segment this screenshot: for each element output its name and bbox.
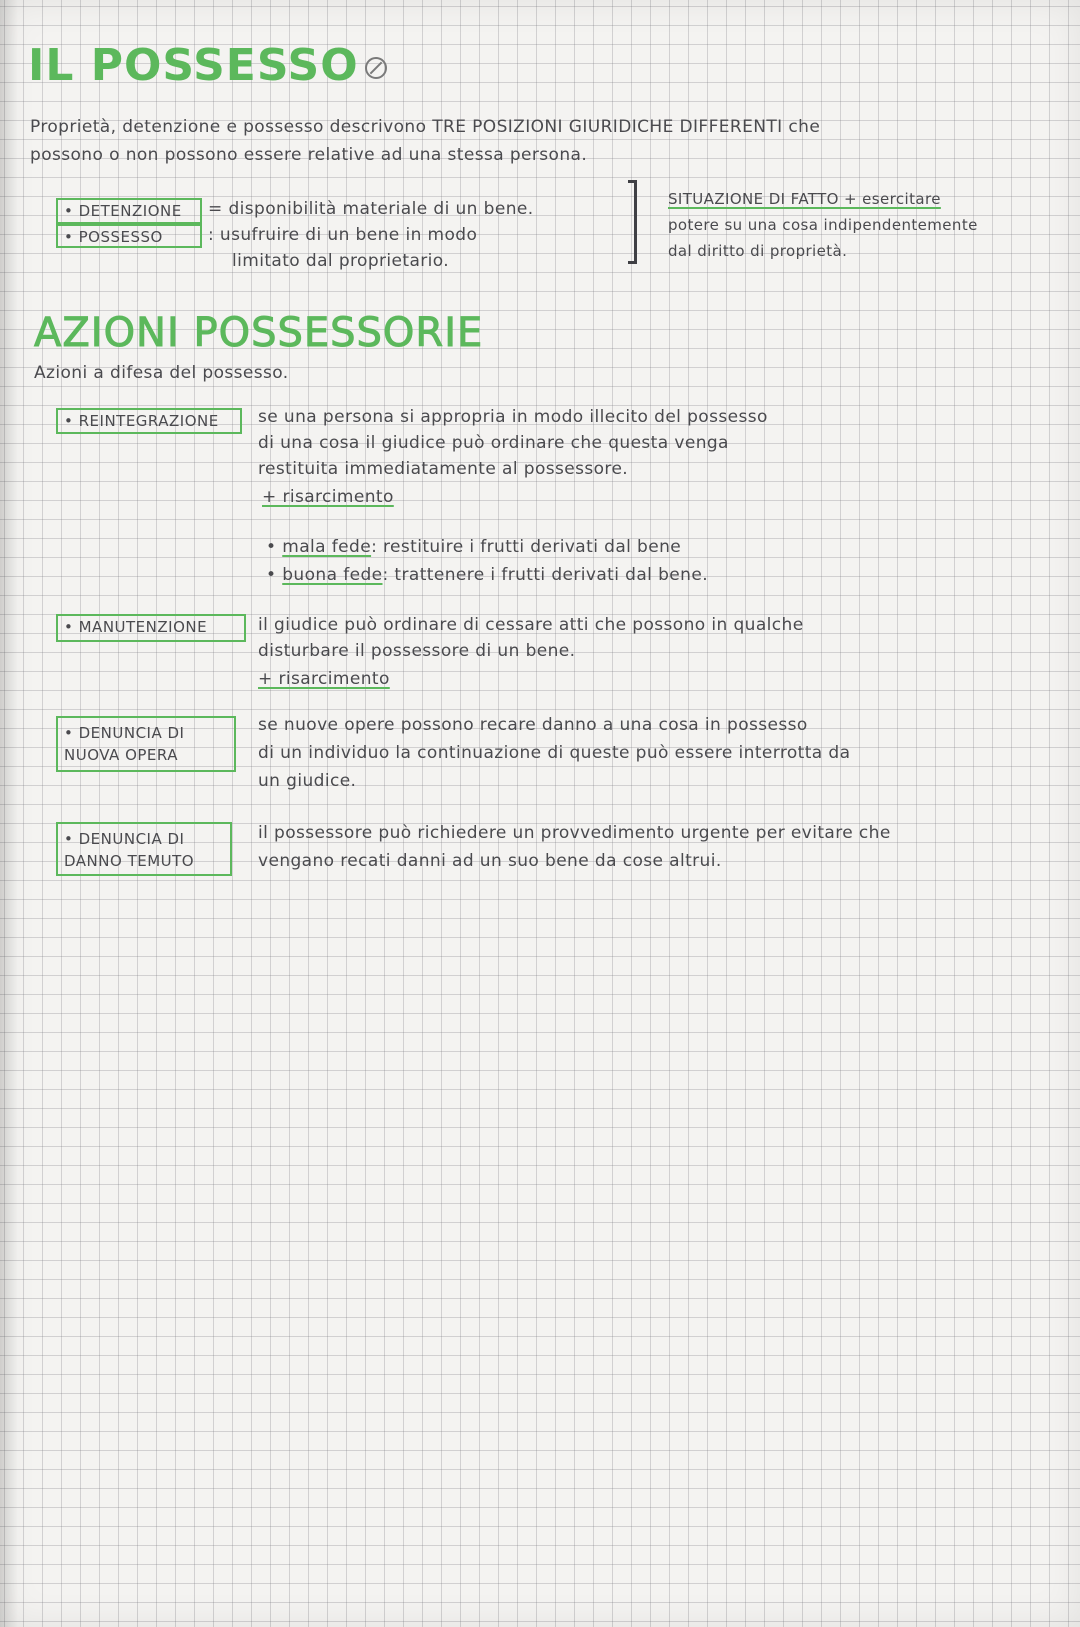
detenzione-box: • DETENZIONE <box>56 198 202 224</box>
reintegrazione-box: • REINTEGRAZIONE <box>56 408 242 434</box>
right-bracket <box>628 180 637 264</box>
possesso-definition-2: limitato dal proprietario. <box>232 251 450 271</box>
reintegrazione-line-3: restituita immediatamente al possessore. <box>258 459 629 479</box>
possesso-definition-1: : usufruire di un bene in modo <box>208 225 478 245</box>
denuncia-nuova-opera-box: • DENUNCIA DI NUOVA OPERA <box>56 716 236 772</box>
intro-line-1: Proprietà, detenzione e possesso descrivono TRE POSIZIONI GIURIDICHE DIFFERENTI che <box>30 117 821 137</box>
risarcimento-text-1: + risarcimento <box>262 487 394 507</box>
mala-fede-term: mala fede <box>282 537 372 557</box>
possesso-box: • POSSESSO <box>56 224 202 248</box>
bullet-dot: • <box>266 565 283 585</box>
page-edge-shadow <box>0 0 18 1627</box>
manutenzione-line-2: disturbare il possessore di un bene. <box>258 641 576 661</box>
bullet-buona-fede <box>266 562 708 589</box>
nuova-opera-line-1: se nuove opere possono recare danno a una cosa in possesso <box>258 715 808 735</box>
mala-fede-desc: : restituire i frutti derivati dal bene <box>371 537 682 557</box>
denuncia-danno-temuto-box: • DENUNCIA DI DANNO TEMUTO <box>56 822 232 876</box>
title-text: IL POSSESSO <box>28 40 359 91</box>
situazione-line-1 <box>668 186 941 213</box>
situazione-line-2: potere su una cosa indipendentemente <box>668 216 978 234</box>
nuova-opera-line-3: un giudice. <box>258 771 357 791</box>
manutenzione-line-3 <box>258 666 390 693</box>
danno-temuto-line-1: il possessore può richiedere un provvedimento urgente per evitare che <box>258 823 891 843</box>
detenzione-definition: = disponibilità materiale di un bene. <box>208 199 534 219</box>
bullet-dot: • <box>266 537 283 557</box>
crossed-circle-icon <box>365 57 387 79</box>
danno-temuto-line-2: vengano recati danni ad un suo bene da cose altrui. <box>258 851 722 871</box>
azioni-subtitle: Azioni a difesa del possesso. <box>34 363 289 383</box>
nuova-opera-line-2: di un individuo la continuazione di queste può essere interrotta da <box>258 743 851 763</box>
buona-fede-term: buona fede <box>282 565 383 585</box>
risarcimento-text-2: + risarcimento <box>258 669 390 689</box>
reintegrazione-line-4 <box>262 484 394 511</box>
situazione-text-1: SITUAZIONE DI FATTO + esercitare <box>668 190 941 208</box>
situazione-line-3: dal diritto di proprietà. <box>668 242 848 260</box>
manutenzione-box: • MANUTENZIONE <box>56 614 246 642</box>
manutenzione-line-1: il giudice può ordinare di cessare atti che possono in qualche <box>258 615 804 635</box>
buona-fede-desc: : trattenere i frutti derivati dal bene. <box>382 565 708 585</box>
title-il-possesso <box>28 40 387 91</box>
title-azioni-possessorie: AZIONI POSSESSORIE <box>34 310 484 356</box>
reintegrazione-line-2: di una cosa il giudice può ordinare che questa venga <box>258 433 729 453</box>
reintegrazione-line-1: se una persona si appropria in modo illecito del possesso <box>258 407 768 427</box>
intro-line-2: possono o non possono essere relative ad una stessa persona. <box>30 145 588 165</box>
bullet-mala-fede <box>266 534 681 561</box>
